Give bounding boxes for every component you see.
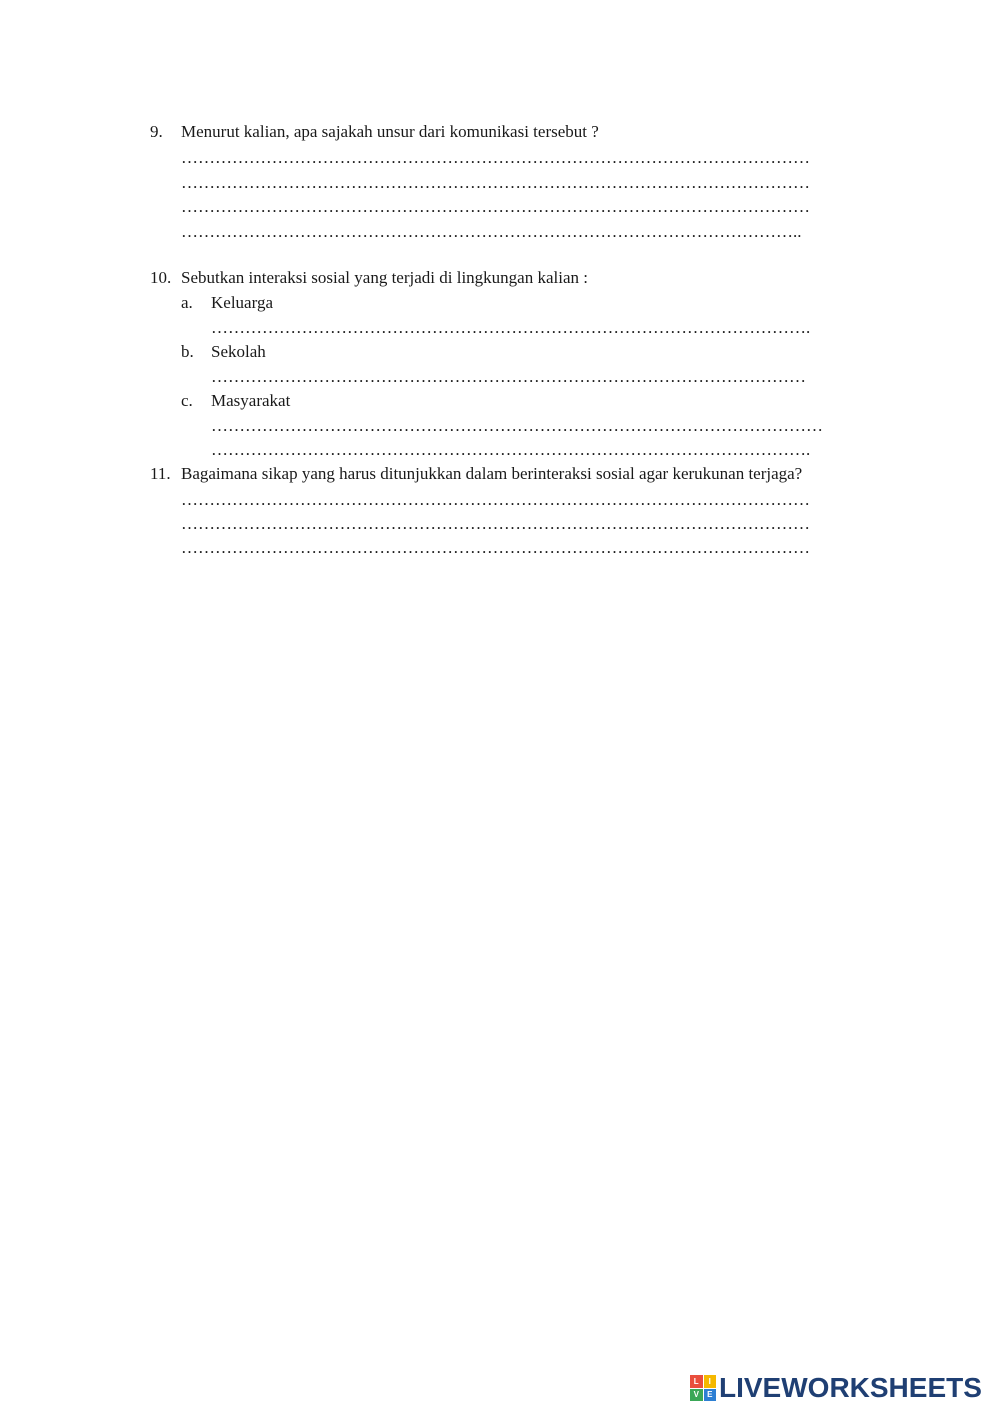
logo-icon-tile: E (704, 1389, 717, 1402)
item-letter: a. (181, 293, 193, 312)
answer-line[interactable]: ………………………………………………………………………………………………… (181, 148, 810, 167)
item-letter: c. (181, 391, 193, 410)
logo-icon-tile: L (690, 1375, 703, 1388)
answer-line[interactable]: ………………………………………………………………………………………………… (181, 490, 810, 509)
answer-line[interactable]: ……………………………………………………………………………………………… (211, 416, 823, 435)
item-letter: b. (181, 342, 194, 361)
logo-wordmark: LIVEWORKSHEETS (719, 1372, 982, 1403)
question-number: 10. (150, 268, 172, 287)
answer-line[interactable]: ……………………………………………………………………………………………. (211, 440, 811, 459)
answer-line[interactable]: ……………………………………………………………………………………………. (211, 318, 811, 337)
liveworksheets-logo (690, 1370, 982, 1406)
question-text: Sebutkan interaksi sosial yang terjadi di lingkungan kalian : (181, 268, 588, 287)
question-text: Bagaimana sikap yang harus ditunjukkan dalam berinteraksi sosial agar kerukunan terjaga? (181, 464, 803, 483)
question-text: Menurut kalian, apa sajakah unsur dari komunikasi tersebut ? (181, 122, 599, 141)
question-number: 9. (150, 122, 163, 141)
answer-line[interactable]: ……………………………………………………………………………………………….. (181, 222, 802, 241)
item-label-sekolah: Sekolah (211, 342, 266, 361)
item-label-keluarga: Keluarga (211, 293, 273, 312)
answer-line[interactable]: ………………………………………………………………………………………………… (181, 538, 810, 557)
answer-line[interactable]: …………………………………………………………………………………………… (211, 367, 806, 386)
answer-line[interactable]: ………………………………………………………………………………………………… (181, 173, 810, 192)
answer-line[interactable]: ………………………………………………………………………………………………… (181, 514, 810, 533)
question-number: 11. (150, 464, 171, 483)
logo-icon-tile: I (704, 1375, 717, 1388)
logo-icon-tile: V (690, 1389, 703, 1402)
item-label-masyarakat: Masyarakat (211, 391, 291, 410)
liveworksheets-logo-icon (690, 1375, 716, 1401)
answer-line[interactable]: ………………………………………………………………………………………………… (181, 197, 810, 216)
